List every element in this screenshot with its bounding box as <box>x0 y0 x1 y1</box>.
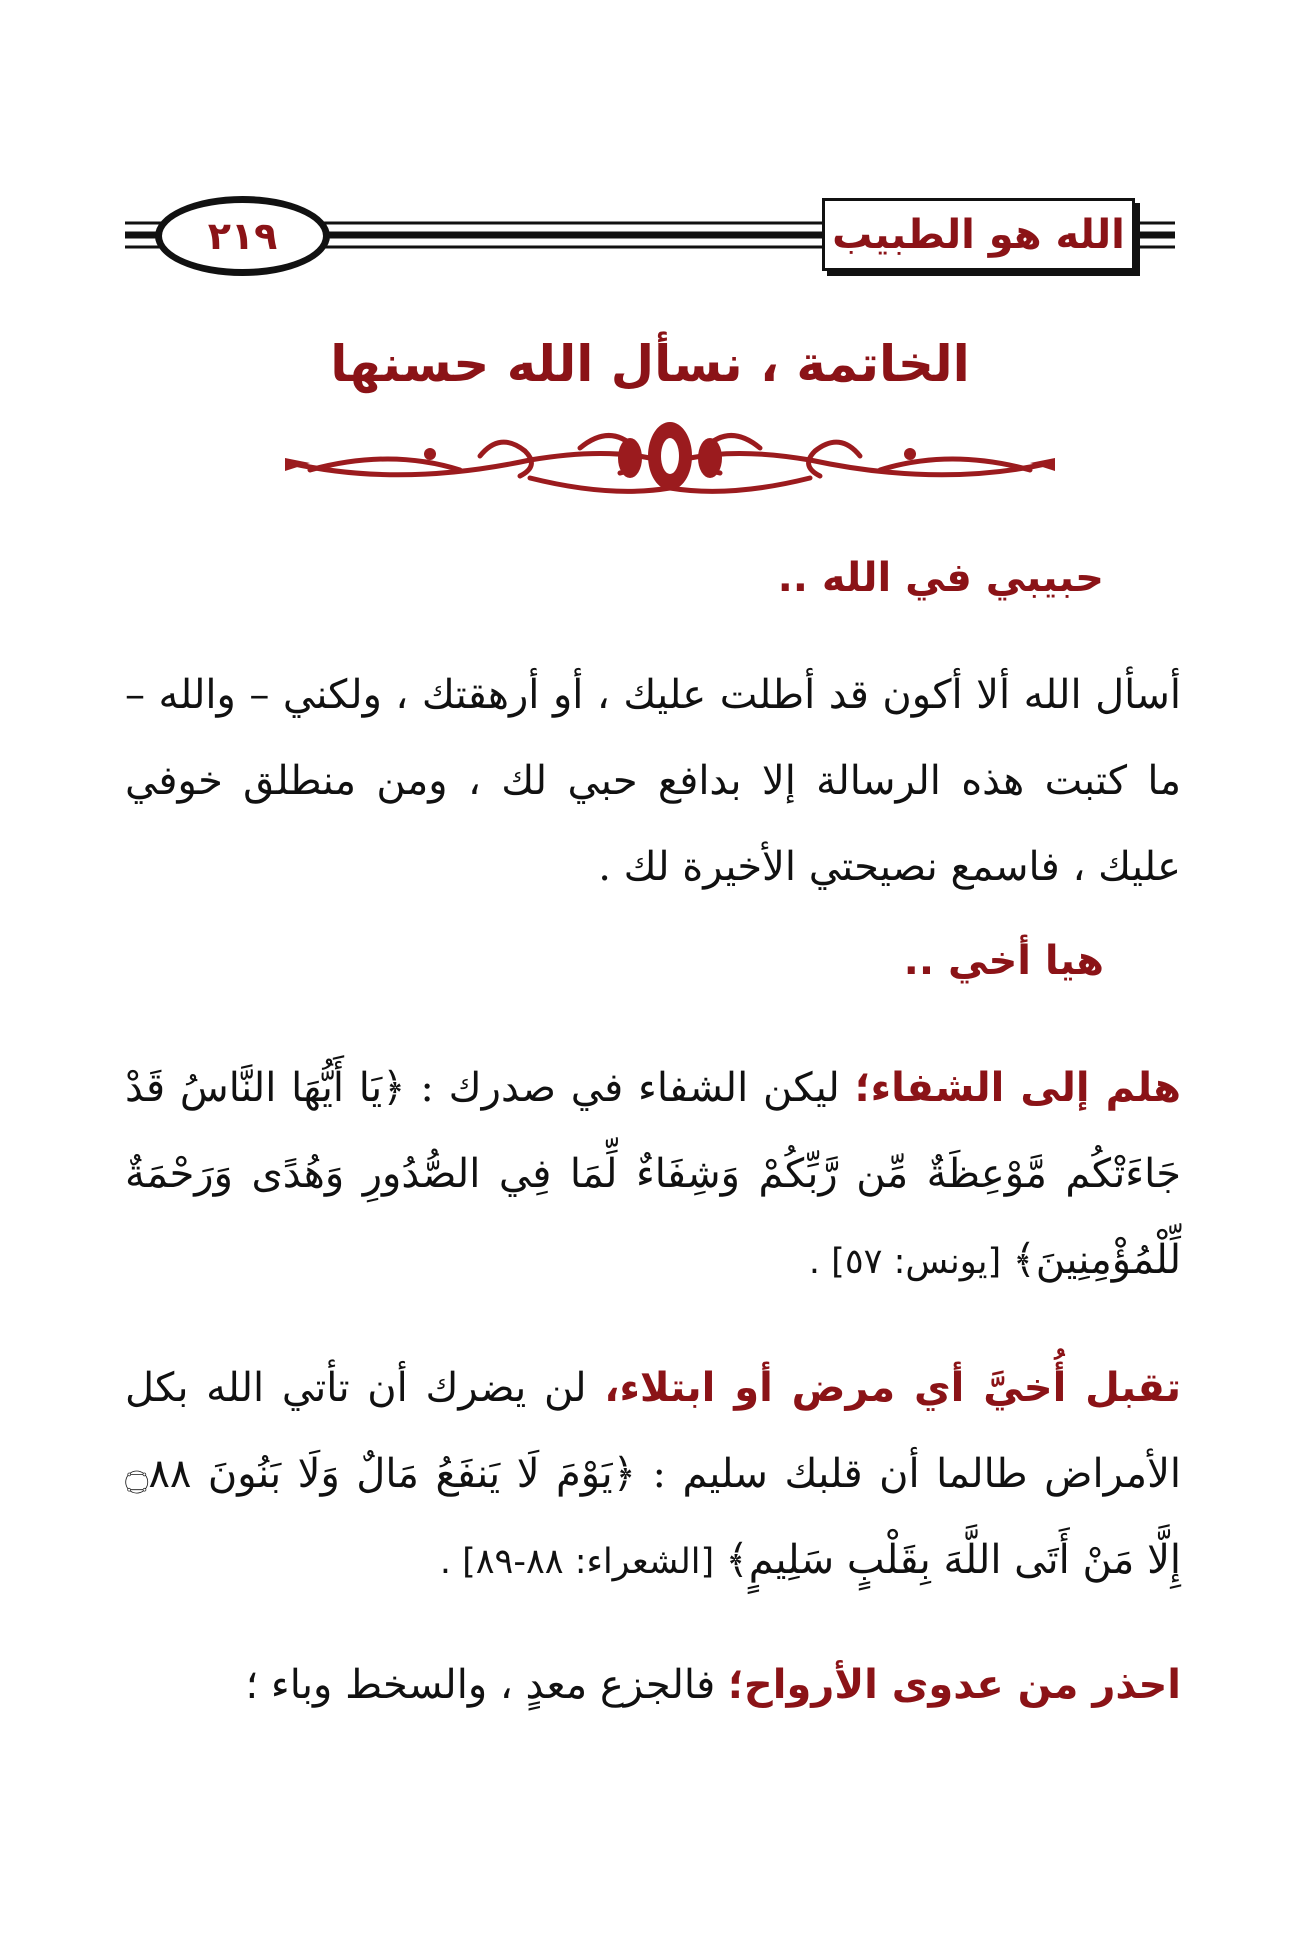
page-number-badge <box>155 196 330 276</box>
text-accept: لن يضرك أن تأتي الله بكل الأمراض طالما أن قلبك سليم : <box>125 1365 1182 1497</box>
ornament-divider <box>280 408 1060 503</box>
ref-yunus: [يونس: ٥٧] . <box>808 1242 1013 1282</box>
running-title: الله هو الطبيب <box>832 211 1125 258</box>
paragraph-intro: أسأل الله ألا أكون قد أطلت عليك ، أو أرهقتك ، ولكني – والله – ما كتبت هذه الرسالة إلا بدافع حبي لك ، ومن منطلق خوفي عليك ، فاسمع نصيحتي الأخيرة لك . <box>125 672 1181 890</box>
subheading-come-brother: هيا أخي .. <box>903 938 1104 984</box>
lead-accept: تقبل أُخيَّ أي مرض أو ابتلاء، <box>604 1365 1181 1411</box>
paragraph-healing <box>125 1045 1181 1305</box>
verse-yunus: ﴿يَا أَيُّهَا النَّاسُ قَدْ جَاءَتْكُم مَّوْعِظَةٌ مِّن رَّبِّكُمْ وَشِفَاءٌ لِّمَا فِي الصُّدُورِ وَهُدًى وَرَحْمَةٌ لِّلْمُؤْمِنِينَ﴾ <box>125 1065 1181 1283</box>
lead-healing: هلم إلى الشفاء؛ <box>854 1065 1182 1111</box>
ref-shuara: [الشعراء: ٨٨-٨٩] . <box>439 1542 726 1582</box>
paragraph-accept <box>125 1345 1181 1605</box>
verse-shuara: ﴿يَوْمَ لَا يَنفَعُ مَالٌ وَلَا بَنُونَ ۝٨٨ إِلَّا مَنْ أَتَى اللَّهَ بِقَلْبٍ سَلِيمٍ﴾ <box>125 1451 1181 1583</box>
subheading-beloved: حبيبي في الله .. <box>777 555 1104 601</box>
paragraph-beware <box>125 1642 1181 1728</box>
text-beware: فالجزع معدٍ ، والسخط وباء ؛ <box>245 1662 728 1708</box>
text-healing: ليكن الشفاء في صدرك : <box>405 1065 855 1111</box>
page-number: ٢١٩ <box>207 214 278 258</box>
running-title-box <box>822 198 1135 271</box>
chapter-title: الخاتمة ، نسأل الله حسنها <box>330 335 970 393</box>
lead-beware: احذر من عدوى الأرواح؛ <box>727 1662 1181 1708</box>
